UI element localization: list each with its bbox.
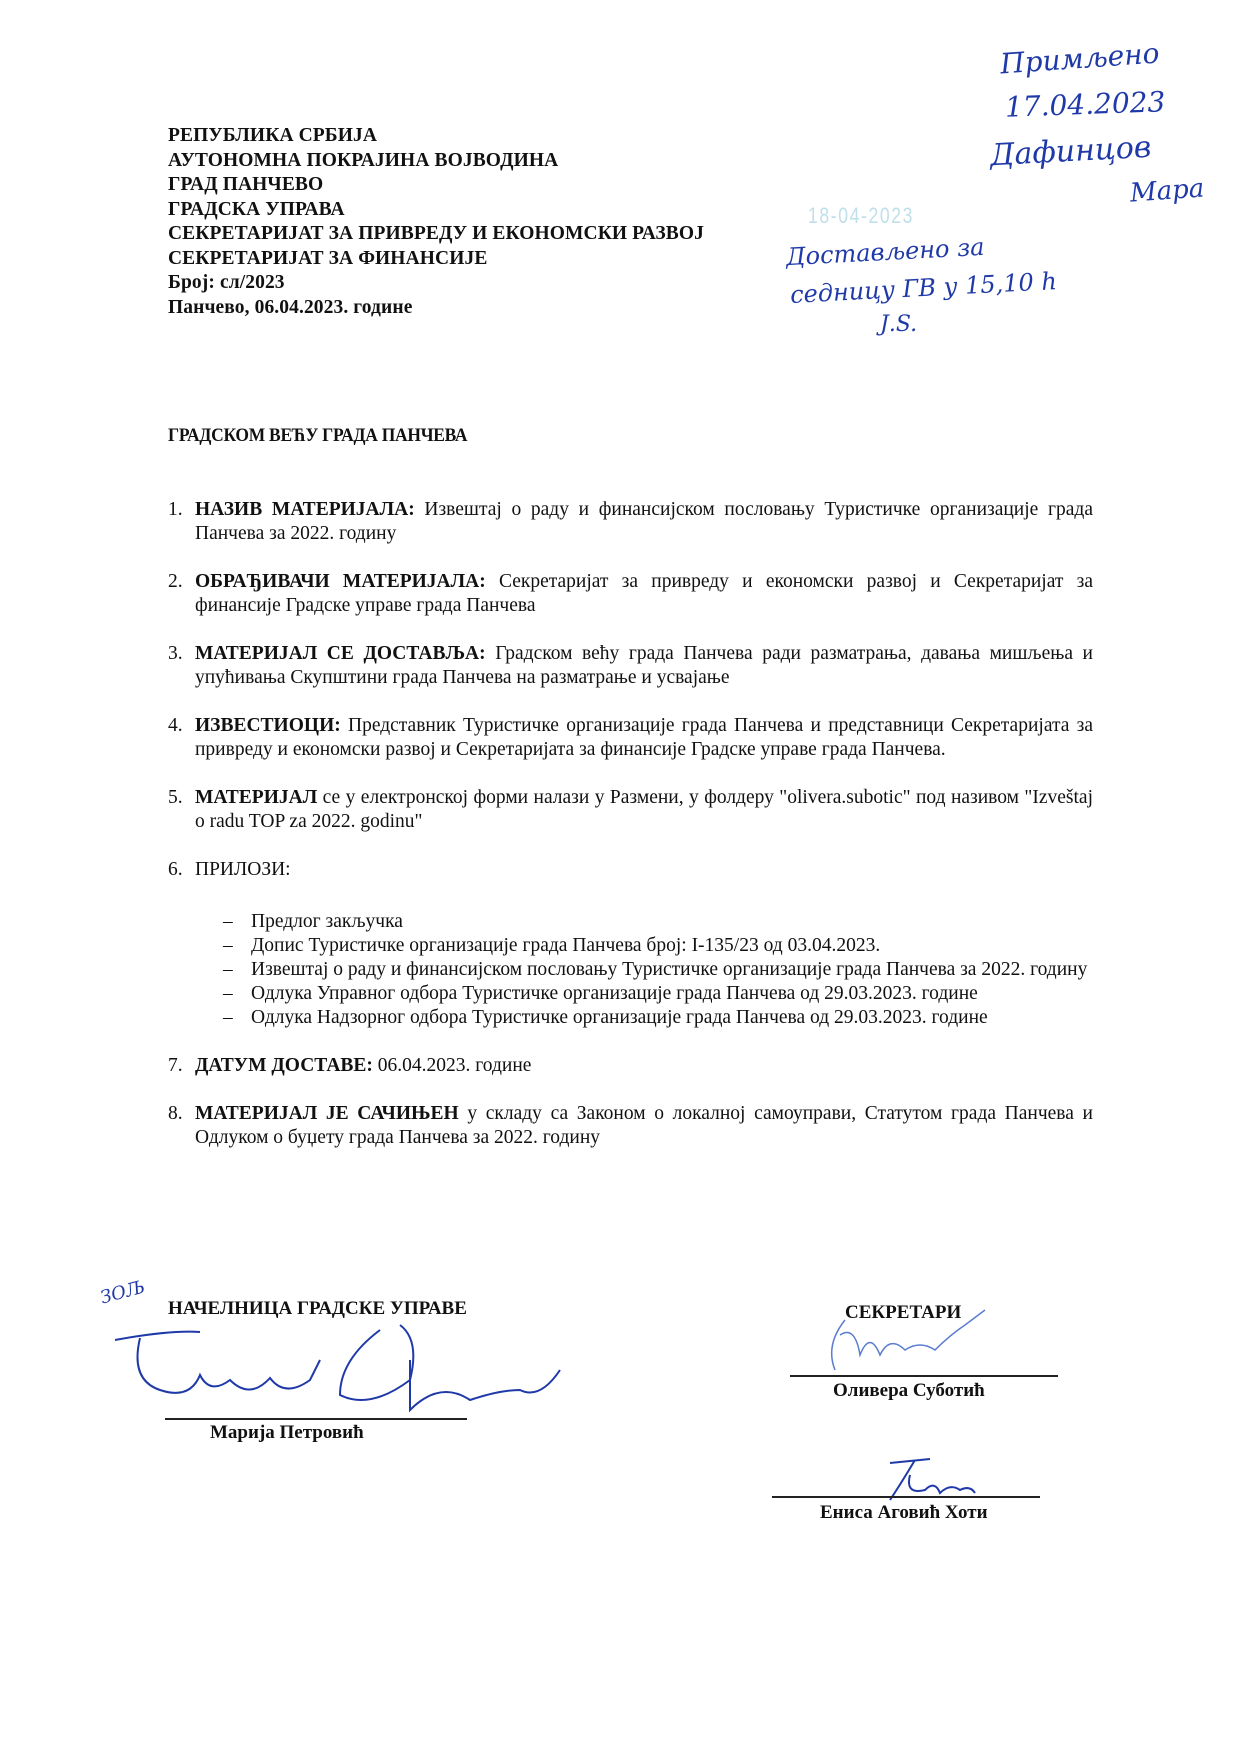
signature-subotic-icon bbox=[825, 1305, 1005, 1375]
item-number: 1. bbox=[168, 499, 183, 520]
list-item bbox=[168, 786, 1093, 834]
handwritten-note-line: седницу ГВ у 15,10 h bbox=[789, 267, 1058, 309]
handwritten-received-name: Дафинцов bbox=[989, 129, 1153, 174]
item-label: МАТЕРИЈАЛ bbox=[195, 787, 318, 808]
item-text: у складу са Законом о локалној самоуправи, Статутом града Панчева и Одлуком о буџету града Панчева за 2022. годину bbox=[195, 1103, 1093, 1148]
list-item bbox=[168, 858, 1093, 1030]
item-text: Секретаријат за привреду и економски развој и Секретаријат за финансије Градске управе града Панчева bbox=[195, 571, 1093, 616]
attachment-item: – Одлука Надзорног одбора Туристичке организације града Панчева од 29.03.2023. године bbox=[223, 1007, 988, 1028]
item-number: 5. bbox=[168, 787, 183, 808]
item-number: 8. bbox=[168, 1103, 183, 1124]
list-item bbox=[168, 1102, 1093, 1150]
item-text: Извештај о раду и финансијском пословању Туристичке организације града Панчева за 2022. годину bbox=[195, 499, 1093, 544]
letterhead-line: СЕКРЕТАРИЈАТ ЗА ФИНАНСИЈЕ bbox=[168, 247, 488, 269]
right-signatory-title: СЕКРЕТАРИ bbox=[845, 1302, 962, 1323]
handwritten-note-initials: Ј.S. bbox=[880, 312, 918, 337]
list-item bbox=[168, 642, 1093, 690]
item-text: Представник Туристичке организације града Панчева и представници Секретаријата за привреду и економски развој и Секретаријата за финансије Градске управе града Панчева. bbox=[195, 715, 1093, 760]
letterhead-line: СЕКРЕТАРИЈАТ ЗА ПРИВРЕДУ И ЕКОНОМСКИ РАЗВОЈ bbox=[168, 223, 705, 244]
attachment-item: – Допис Туристичке организације града Панчева број: I-135/23 од 03.04.2023. bbox=[223, 935, 881, 956]
received-stamp-date: 18-04-2023 bbox=[808, 203, 915, 228]
letterhead-line: ГРАД ПАНЧЕВО bbox=[168, 174, 324, 195]
letterhead-line: АУТОНОМНА ПОКРАЈИНА ВОЈВОДИНА bbox=[168, 149, 559, 171]
signature-line bbox=[790, 1375, 1058, 1377]
handwritten-received-firstname: Мара bbox=[1129, 173, 1206, 209]
document-date: Панчево, 06.04.2023. године bbox=[168, 296, 413, 318]
list-item bbox=[168, 714, 1093, 762]
letterhead bbox=[168, 124, 704, 320]
left-signatory-title: НАЧЕЛНИЦА ГРАДСКЕ УПРАВЕ bbox=[168, 1298, 467, 1319]
attachment-item: – Одлука Управног одбора Туристичке организације града Панчева од 29.03.2023. године bbox=[223, 983, 978, 1004]
item-number: 7. bbox=[168, 1055, 183, 1076]
left-signatory-name: Марија Петровић bbox=[210, 1422, 364, 1443]
item-text: ПРИЛОЗИ: bbox=[195, 859, 291, 880]
attachment-item: – Предлог закључка bbox=[223, 911, 403, 932]
signature-petrovic-icon bbox=[110, 1320, 570, 1430]
right-signatory-name-1: Оливера Суботић bbox=[833, 1380, 985, 1401]
item-number: 6. bbox=[168, 859, 183, 880]
item-label: НАЗИВ МАТЕРИЈАЛА: bbox=[195, 499, 415, 520]
letterhead-line: РЕПУБЛИКА СРБИЈА bbox=[168, 125, 378, 146]
handwritten-initials: ЗОЉ bbox=[98, 1276, 148, 1309]
item-number: 4. bbox=[168, 715, 183, 736]
item-label: ОБРАЂИВАЧИ МАТЕРИЈАЛА: bbox=[195, 571, 486, 592]
signature-line bbox=[772, 1496, 1040, 1498]
item-label: МАТЕРИЈАЛ СЕ ДОСТАВЉА: bbox=[195, 643, 486, 664]
list-item bbox=[168, 498, 1093, 546]
item-label: ИЗВЕСТИОЦИ: bbox=[195, 715, 341, 736]
item-text: 06.04.2023. године bbox=[372, 1055, 532, 1076]
item-number: 2. bbox=[168, 571, 183, 592]
item-label: МАТЕРИЈАЛ ЈЕ САЧИЊЕН bbox=[195, 1103, 459, 1124]
letterhead-line: ГРАДСКА УПРАВА bbox=[168, 198, 345, 220]
item-label: ДАТУМ ДОСТАВЕ: bbox=[195, 1055, 373, 1076]
list-item bbox=[168, 570, 1093, 618]
right-signatory-name-2: Ениса Аговић Хоти bbox=[820, 1502, 988, 1523]
addressee: ГРАДСКОМ ВЕЋУ ГРАДА ПАНЧЕВА bbox=[168, 425, 468, 446]
items-list bbox=[168, 498, 1093, 1174]
document-number: Број: сл/2023 bbox=[168, 272, 285, 293]
list-item bbox=[168, 1054, 1093, 1078]
item-number: 3. bbox=[168, 643, 183, 664]
attachment-item: – Извештај о раду и финансијском пословању Туристичке организације града Панчева за 2022. годину bbox=[223, 959, 1088, 980]
handwritten-note-line: Достављено за bbox=[785, 232, 986, 272]
attachments-list bbox=[223, 910, 1093, 1030]
handwritten-received-date: 17.04.2023 bbox=[1004, 85, 1166, 124]
item-text: Градском већу града Панчева ради разматрања, давања мишљења и упућивања Скупштини града Панчева на разматрање и усвајање bbox=[195, 643, 1093, 688]
handwritten-received: Примљено bbox=[999, 36, 1161, 81]
signature-line bbox=[165, 1418, 467, 1420]
item-text: се у електронској форми налази у Размени, у фолдеру "olivera.subotic" под називом "Izveštaj o radu TOP za 2022. godinu" bbox=[195, 787, 1093, 832]
signature-agovic-icon bbox=[870, 1455, 980, 1505]
